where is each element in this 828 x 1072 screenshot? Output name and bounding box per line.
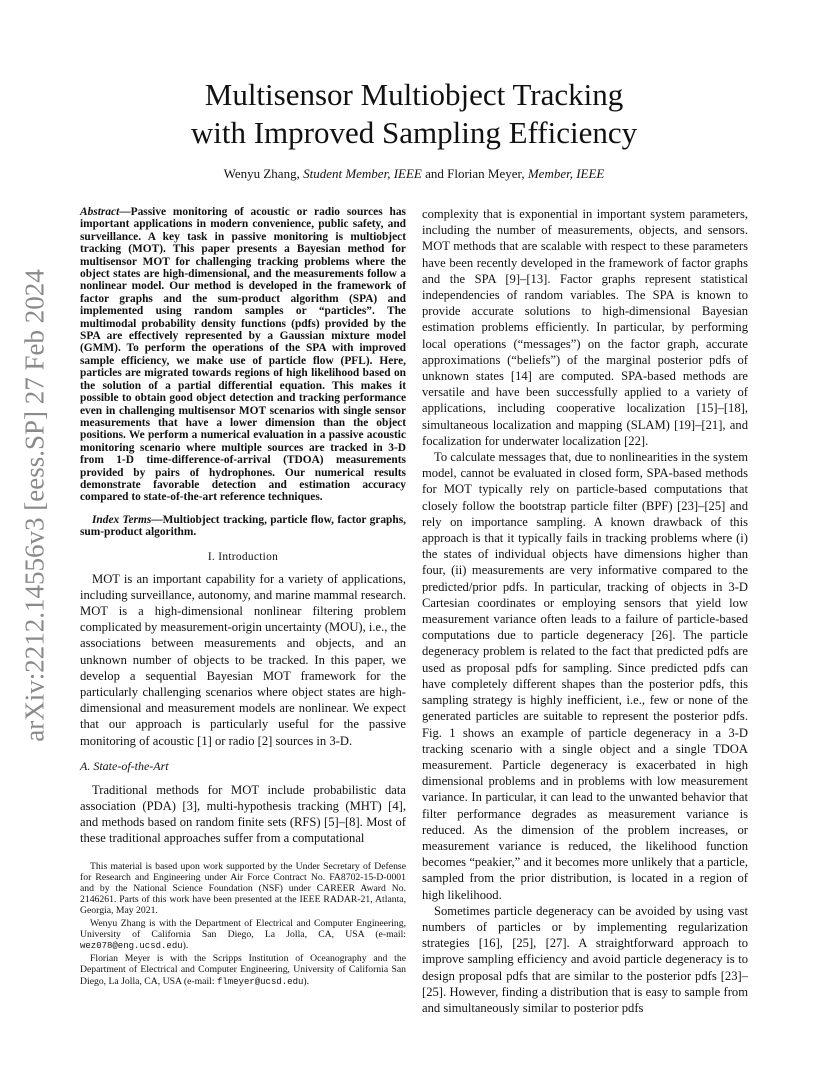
section-heading-introduction: I. Introduction — [207, 550, 279, 563]
abstract — [80, 206, 406, 504]
footnote-author-2-email[interactable]: flmeyer@ucsd.edu — [216, 976, 304, 987]
paper-title — [0, 76, 828, 152]
footnote-author-1-end: ). — [182, 940, 189, 952]
intro-paragraph-1: MOT is an important capability for a variety of applications, including surveillance, autonomy, and marine mammal research. MOT is a high-dimensional nonlinear filtering problem complicated by measurement-origin uncertainty (MOU), i.e., the associations between measurements and objects, and an unknown number of objects to be tracked. In this paper, we develop a sequential Bayesian MOT framework for the particularly challenging scenarios where object states are high-dimensional and measurement models are nonlinear. We expect that our approach is particularly useful for the passive monitoring of acoustic [1] or radio [2] sources in 3-D. — [80, 571, 406, 748]
arxiv-stamp-text: arXiv:2212.14556v3 [eess.SP] 27 Feb 2024 — [19, 268, 50, 742]
footnote-author-1 — [80, 918, 406, 953]
title-line-2: with Improved Sampling Efficiency — [190, 115, 638, 150]
author-line — [0, 166, 828, 182]
right-paragraph-1: complexity that is exponential in important system parameters, including the number of measurements, objects, and sensors. MOT methods that are scalable with respect to these parameters have been recently developed in the framework of factor graphs and the SPA [9]–[13]. Factor graphs represent statistical independencies of random variables. The SPA is known to provide accurate solutions to high-dimensional Bayesian estimation problems efficiently. In particular, by performing local operations (“messages”) on the factor graph, accurate approximations (“beliefs”) of the marginal posterior pdfs of unknown states [14] are computed. SPA-based methods are versatile and have been successfully applied to a variety of applications, including cooperative localization [15]–[18], simultaneous localization and mapping (SLAM) [19]–[21], and focalization for underwater localization [22]. — [422, 207, 748, 448]
author-1: Wenyu Zhang, — [223, 166, 300, 181]
right-paragraph-3: Sometimes particle degeneracy can be avoided by using vast numbers of particles or by implementing regularization strategies [16], [25], [27]. A straightforward approach to improve sampling efficiency and avoid particle degeneracy is to design proposal pdfs that are similar to the posterior pdfs [23]–[25]. However, finding a distribution that is easy to sample from and simultaneously similar to posterior pdfs — [422, 903, 748, 1015]
title-line-1: Multisensor Multiobject Tracking — [204, 77, 624, 112]
footnote-author-1-text: Wenyu Zhang is with the Department of Electrical and Computer Engineering, University of California San Diego, La Jolla, CA, USA (e-mail: — [80, 917, 406, 940]
author-1-role: Student Member, IEEE — [303, 166, 422, 181]
footnote-author-2-end: ). — [303, 975, 310, 987]
index-terms — [80, 514, 406, 539]
left-column — [80, 206, 406, 989]
abstract-label: Abstract — [80, 206, 120, 218]
footnote-funding: This material is based upon work supported by the Under Secretary of Defense for Research and Engineering under Air Force Contract No. FA8702-15-D-0001 and by the National Science Foundation (NSF) under CAREER Award No. 2146261. Parts of this work have been presented at the IEEE RADAR-21, Atlanta, Georgia, May 2021. — [80, 860, 406, 917]
right-column — [422, 206, 748, 1016]
right-paragraph-2: To calculate messages that, due to nonlinearities in the system model, cannot be evaluated in closed form, SPA-based methods for MOT typically rely on particle-based computations that closely follow the bootstrap particle filter (BPF) [23]–[25] and rely on importance sampling. A known drawback of this approach is that it typically fails in tracking problems where (i) the states of individual objects have dimensions higher than four, (ii) measurements are very informative compared to the predicted/prior pdfs. In particular, tracking of objects in 3-D Cartesian coordinates or employing sensors that yield low measurement variance often leads to a failure of particle-based computations due to particle degeneracy [26]. The particle degeneracy problem is related to the fact that predicted pdfs are used as proposal pdfs for sampling. Since predicted pdfs can have completely different shapes than the posterior pdfs, this sampling strategy is highly inefficient, i.e., few or none of the generated particles are suitable to represent the posterior pdfs. Fig. 1 shows an example of particle degeneracy in a 3-D tracking scenario with a single object and a single TDOA measurement. Particle degeneracy is exacerbated in high dimensional problems and in problems with low measurement variance. In particular, it can lead to the unwanted behavior that filter performance degrades as measurement variance is reduced. As the dimension of the problem increases, or measurement variance is reduced, the likelihood function becomes “peakier,” and it becomes more unlikely that a particle, sampled from the prior distribution, is located in a region of high likelihood. — [422, 450, 748, 902]
subsection-heading-state-of-the-art: A. State-of-the-Art — [80, 758, 169, 773]
arxiv-identifier-stamp — [14, 255, 56, 755]
author-2-role: Member, IEEE — [527, 166, 605, 181]
index-terms-text: —Multiobject tracking, particle flow, factor graphs, sum-product algorithm. — [80, 513, 406, 539]
abstract-text: —Passive monitoring of acoustic or radio sources has important applications in modern convenience, public safety, and surveillance. A key task in passive monitoring is multiobject tracking (MOT). This paper presents a Bayesian method for multisensor MOT for challenging tracking problems where the object states are high-dimensional, and the measurements follow a nonlinear model. Our method is developed in the framework of factor graphs and the sum-product algorithm (SPA) and implemented using random samples or “particles”. The multimodal probability density functions (pdfs) provided by the SPA are effectively represented by a Gaussian mixture model (GMM). To perform the operations of the SPA with improved sample efficiency, we make use of particle flow (PFL). Here, particles are migrated towards regions of high likelihood based on the solution of a partial differential equation. This makes it possible to obtain good object detection and tracking performance even in challenging multisensor MOT scenarios with single sensor measurements that have a lower dimension than the object positions. We perform a numerical evaluation in a passive acoustic monitoring scenario where multiple sources are tracked in 3-D from 1-D time-difference-of-arrival (TDOA) measurements provided by pairs of hydrophones. Our numerical results demonstrate favorable detection and estimation accuracy compared to state-of-the-art reference techniques. — [80, 206, 406, 504]
footnote-author-2 — [80, 953, 406, 988]
index-terms-label: Index Terms — [92, 513, 152, 526]
footnote-author-2-text: Florian Meyer is with the Scripps Institution of Oceanography and the Department of Electrical and Computer Engineering, University of California San Diego, La Jolla, CA, USA (e-mail: — [80, 953, 406, 987]
footnotes — [80, 861, 406, 988]
author-2: and Florian Meyer, — [425, 166, 525, 181]
state-of-the-art-paragraph: Traditional methods for MOT include probabilistic data association (PDA) [3], multi-hypothesis tracking (MHT) [4], and methods based on random finite sets (RFS) [5]–[8]. Most of these traditional approaches suffer from a computational — [80, 782, 406, 846]
footnote-author-1-email[interactable]: wez078@eng.ucsd.edu — [80, 941, 183, 952]
